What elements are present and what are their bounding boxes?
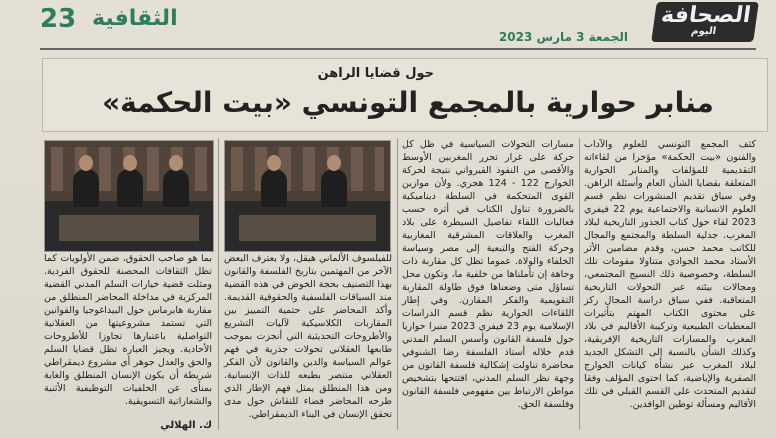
issue-date: الجمعة 3 مارس 2023 (498, 30, 628, 44)
article-column-1: كثف المجمع التونسي للعلوم والآداب والفنون «بيت الحكمة» مؤخرا من لقاءاته التقديمية للمؤلفات والمنابر الحوارية المتعلقة بقضايا الشأن العام وأسئلة الراهن. وفي سياق تقديم المنشورات نظم قسم العلوم الانسانية والاجتماعية يوم 22 فيفري 2023 لقاء حول كتاب الجذور التاريخية لبلاد المغرب. جدلية السلطة والمجتمع والمجال للكاتب محمد حسن، وقدم مضامين الأثر الأستاذ محمد الجوادي متناولا مقومات تلك السلطة، وخصوصية ذلك النسيج المجتمعي، ومجالات بيئته عبر التحولات التاريخية المتعاقبة. ففي سياق دراسة المجال ركز على محتوى الكتاب المهتم بتأثيرات المعطيات الطبيعية وتركيبة الأقاليم في بلاد المغرب والمسارات التاريخية الإفريقية، وكذلك الشأن بالنسبة إلى التشكل الجديد لبلاد المغرب عبر نشأة كيانات الخوارج الصفرية والإباضية، كما احتوى المؤلف وفقا لتقديم المتحدث على القسم القبلي في تلك الأقاليم ومسألة توطين الوافدين. (584, 139, 756, 410)
newspaper-logo (651, 2, 759, 42)
logo-sub-text: اليوم (690, 26, 717, 37)
logo-main-text: الصحافة (659, 3, 753, 28)
article-column-2: مسارات التحولات السياسية في ظل كل حركة على غرار تحرر المغربين الأوسط والأقصى من النفوذ القيرواني نتيجة لحركة الخوارج 122 - 124 هجري. ولأن موازين القوى المتحكمة في السلطة ديناميكية بالضرورة تناول الكتاب في أثره حسب فعاليات اللقاء تفاصيل السيطرة على بلاد المغرب والعلاقات المشرقية المغاربية وحركة الفتح والتبعية إلى مصر وسياسة الخلفاء والولاة. عموما تظل كل مقاربة ذات وجاهة إن تأملناها من خلفية ما، وتكون محل تساؤل متى وضعناها فوق طاولة المقاربة التقويمية والفكر المقارن. وفي إطار اللقاءات الحوارية نظم قسم الدراسات الإسلامية يوم 23 فيفري 2023 منبرا حواريا حول فلسفة القانون وأسس السلم المدني قدم خلاله أستاذ الفلسفة رضا الشنوفي محاضرة تناولت إشكالية فلسفة القانون من وجهة نظر السلم المدني، افتتحها بتشخيص مواطن الارتباط بين مفهومي فلسفة القانون وفلسفة الحق. (402, 139, 574, 410)
article-column-3: للفيلسوف الألماني هيقل، ولا يعترف البعض الآخر من المهتمين بتاريخ الفلسفة والقانون بهذا التصنيف بحجة الخوض في هذه القضية منذ السياقات الفلسفية والحقوقية القديمة. وأكد المحاضر على حتمية التمييز بين المقاربات الكلاسيكية لآليات التشريع والأطروحات التحديثية التي أنجزت بموجب طابعها العقلاني تحولات جذرية في فهم عوالم السياسة والدين والقانون لأن الفكر العقلاني منتصر بطبعه للذات الإنسانية. ومن هذا المنطلق يمثل فهم الإطار الذي طرحه المحاضر فضاء للنقاش حول مدى تحقق الإنسان في البناء الديمقراطي. (224, 253, 392, 420)
article-column-4: بما هو صاحب الحقوق، ضمن الأولويات كما تظل الثقافات المحصنة للحقوق الفردية. ومثلت قضية خيارات السلم المدني القضية المركزية في مداخلة المحاضر المنطلق من مقاربة هابرماس حول البيداغوجيا والقوانين التي تستمد مشروعيتها من العقلانية التواصلية باعتبارها تجاوزا للأطروحات الأحادية. ويجيز العبارة تظل قضايا السلم والحق والعدل جوهر أي مشروع ديمقراطي شريطة أن يكون الإنسان المنطلق والغاية بمنأى عن الخلفيات التوظيفية الأثنية والشعاراتية التسويقية. (44, 253, 212, 407)
header-divider (40, 48, 756, 50)
event-photo-left (44, 140, 214, 252)
column-divider (579, 138, 580, 430)
article-author: ك. الهلالي (160, 420, 212, 431)
column-divider (397, 138, 398, 430)
article-headline: منابر حوارية بالمجمع التونسي «بيت الحكمة» (102, 86, 714, 119)
page-number: 23 (40, 4, 77, 34)
page-header (0, 0, 776, 50)
column-divider (218, 138, 219, 430)
article-kicker: حول قضايا الراهن (317, 66, 434, 81)
event-photo-right (224, 140, 391, 252)
section-title: الثقافية (92, 6, 178, 31)
